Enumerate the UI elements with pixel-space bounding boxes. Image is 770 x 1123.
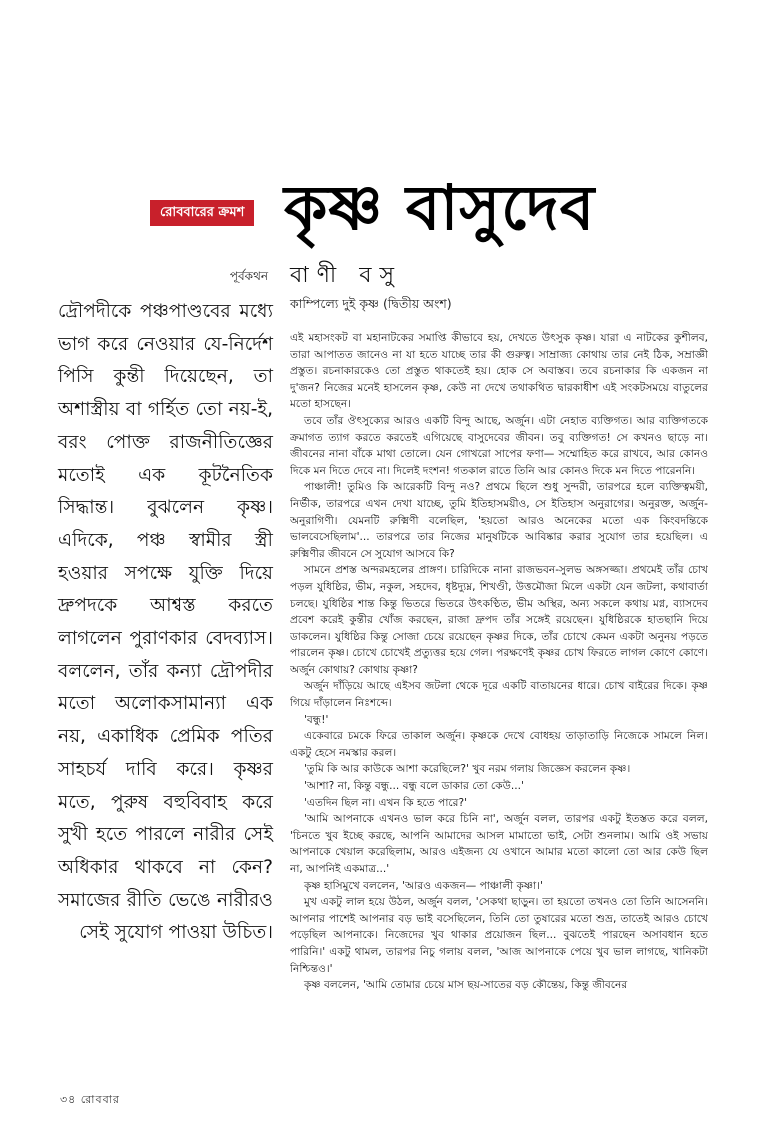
article-title: কৃষ্ণ বাসুদেব bbox=[284, 171, 596, 244]
body-paragraph: মুখ একটু লাল হয়ে উঠল, অর্জুন বলল, 'সেকথা ছাড়ুন। তা হয়তো তখনও তো তিনি আসেননি। আপনার পাশেই আপনার বড় ভাই বসেছিলেন, তিনি তো তুষারের মতো শুভ্র, তাতেই আরও চোখে পড়েছিল আপনাকে। নিজেদের খুব থাকার প্রয়োজন ছিল... বুঝতেই পারছেন অসাবধান হতে পারিনি।' একটু থামল, তারপর নিচু গলায় বলল, 'আজ আপনাকে পেয়ে খুব ভাল লাগছে, খানিকটা নিশ্চিন্তও।' bbox=[290, 896, 708, 975]
previous-summary-label: পূর্বকথন bbox=[229, 269, 268, 283]
article-body bbox=[290, 330, 708, 1095]
body-paragraph: কৃষ্ণ হাসিমুখে বললেন, 'আরও একজন— পাঞ্চালী কৃষ্ণা।' bbox=[304, 879, 543, 892]
body-paragraph: এই মহাসংকট বা মহানাটকের সমাপ্তি কীভাবে হয়, দেখতে উৎসুক কৃষ্ণ। যারা এ নাটকের কুশীলব, তারা আপাতত জানেও না যা হতে যাচ্ছে তার কী গুরুত্ব। সাম্রাজ্য কোথায় তার নেই ঠিক, সম্রাজ্ঞী প্রস্তুত। রচনাকারকেও তো প্রস্তুত থাকতেই হয়। হোক সে অবাস্তব। তবে রচনাকার কি একজন না দু'জন? নিজের মনেই হাসলেন কৃষ্ণ, কেউ না দেখে তথাকথিত দ্বারকাধীশ এই সংকটসময়ে বাতুলের মতো হাসছেন। bbox=[290, 332, 708, 411]
body-paragraph: কৃষ্ণ বললেন, 'আমি তোমার চেয়ে মাস ছয়-সাতের বড় কৌন্তেয়, কিন্তু জীবনের bbox=[304, 979, 628, 992]
page-footer bbox=[60, 1091, 120, 1110]
series-tag: রোববারের ক্রমশ bbox=[150, 200, 254, 226]
body-paragraph: 'আমি আপনাকে এখনও ভাল করে চিনি না', অর্জুন বলল, তারপর একটু ইতস্তত করে বলল, 'চিনতে খুব ইচ্ছে করছে, আপনি আমাদের আসল মামাতো ভাই, সেটা শুনলাম। আমি ওই সভায় আপনাকে খেয়াল করেছিলাম, আরও এইজন্য যে ওখানে আমার মতো কালো তো আর কেউ ছিল না, আপনিই একমাত্র...' bbox=[290, 813, 708, 875]
body-paragraph: একেবারে চমকে ফিরে তাকাল অর্জুন। কৃষ্ণকে দেখে বোধহয় তাড়াতাড়ি নিজেকে সামলে নিল। একটু হেসে নমস্কার করল। bbox=[290, 730, 708, 759]
body-paragraph: 'আশা? না, কিন্তু বন্ধু... বন্ধু বলে ডাকার তো কেউ...' bbox=[304, 780, 524, 793]
body-paragraph: অর্জুন দাঁড়িয়ে আছে এইসব জটলা থেকে দূরে একটি বাতায়নের ধারে। চোখ বাইরের দিকে। কৃষ্ণ গিয়ে দাঁড়ালেন নিঃশব্দে। bbox=[290, 680, 708, 710]
body-paragraph: তবে তাঁর ঔৎসুক্যের আরও একটি বিন্দু আছে, অর্জুন। এটা নেহাত ব্যক্তিগত। আর ব্যক্তিগতকে ক্রমাগত ত্যাগ করতে করতেই এগিয়েছে বাসুদেবের জীবন। তবু ব্যক্তিগত! সে কখনও ছাড়ে না। জীবনের নানা বাঁকে মাথা তোলে। যেন গোখরো সাপের ফণা— সম্মোহিত করে রাখবে, আর কোনও দিকে মন দিতে দেবে না। দিলেই দংশন! গতকাল রাতে তিনি আর কোনও দিকে মন দিতে পারেননি। bbox=[290, 414, 708, 477]
author-name: বাণী বসু bbox=[290, 263, 402, 288]
body-paragraph: 'বন্ধু!' bbox=[304, 713, 329, 726]
body-paragraph: সামনে প্রশস্ত অন্দরমহলের প্রাঙ্গণ। চারিদিকে নানা রাজভবন-সুলভ অঙ্গসজ্জা। প্রথমেই তাঁর চোখ পড়ল যুধিষ্ঠির, ভীম, নকুল, সহদেব, ধৃষ্টদ্যুম্ন, শিখণ্ডী, উত্তমৌজা মিলে একটা যেন জটলা, কথাবার্তা চলছে। যুধিষ্ঠির শান্ত কিন্তু ভিতরে ভিতরে উৎকণ্ঠিত, ভীম অস্থির, অন্য সকলে কথায় মগ্ন, ব্যাসদেব প্রবেশ করেই কুন্তীর খোঁজ করছেন, রাজা দ্রুপদ তাঁর সঙ্গেই রয়েছেন। যুধিষ্ঠিরকে হাতছানি দিয়ে ডাকলেন। যুধিষ্ঠির কিন্তু সোজা চেয়ে রয়েছেন কৃষ্ণর দিকে, তাঁর চোখে কেমন একটা অনুনয় পড়তে পারলেন কৃষ্ণ। চোখে চোখেই প্রত্যুত্তর হয়ে গেল। পরক্ষণেই কৃষ্ণর চোখ ফিরতে লাগল কোণে কোণে। অর্জুন কোথায়? কোথায় কৃষ্ণা? bbox=[290, 564, 708, 676]
page-number: ৩৪ bbox=[60, 1093, 77, 1106]
previous-summary-text: দ্রৌপদীকে পঞ্চপাণ্ডবের মধ্যে ভাগ করে নেওয়ার যে-নির্দেশ পিসি কুন্তী দিয়েছেন, তা অশাস্ত্রীয় বা গর্হিত তো নয়-ই, বরং পোক্ত রাজনীতিজ্ঞের মতোই এক কূটনৈতিক সিদ্ধান্ত। বুঝলেন কৃষ্ণ। এদিকে, পঞ্চ স্বামীর স্ত্রী হওয়ার সপক্ষে যুক্তি দিয়ে দ্রুপদকে আশ্বস্ত করতে লাগলেন পুরাণকার বেদব্যাস। বললেন, তাঁর কন্যা দ্রৌপদীর মতো অলোকসামান্যা এক নয়, একাধিক প্রেমিক পতির সাহচর্য দাবি করে। কৃষ্ণর মতে, পুরুষ বহুবিবাহ করে সুখী হতে পারলে নারীর সেই অধিকার থাকবে না কেন? সমাজের রীতি ভেঙে নারীরও সেই সুযোগ পাওয়া উচিত। bbox=[58, 301, 273, 944]
chapter-subtitle: কাম্পিল্যে দুই কৃষ্ণ (দ্বিতীয় অংশ) bbox=[290, 296, 452, 311]
body-paragraph: পাঞ্চালী! তুমিও কি আরেকটি বিন্দু নও? প্রথমে ছিলে শুধু সুন্দরী, তারপরে হলে ব্যক্তিত্বময়ী, নির্ভীক, তারপরে এখন দেখা যাচ্ছে, তুমি ইতিহাসময়ীও, সে ইতিহাস অনুরাগের। অনুরক্ত, অর্জুন-অনুরাগিণী। যেমনটি রুক্মিণী বলেছিল, 'হয়তো আরও অনেকের মতো এক কিংবদন্তিকে ভালবেসেছিলাম'... তারপরে তার নিজের মানুষটিকে আবিষ্কার করার সুযোগ তার হয়েছিল। এ রুক্মিণীর জীবনে সে সুযোগ আসবে কি? bbox=[290, 481, 708, 560]
body-paragraph: 'তুমি কি আর কাউকে আশা করেছিলে?' খুব নরম গলায় জিজ্ঞেস করলেন কৃষ্ণ। bbox=[304, 763, 631, 776]
body-paragraph: 'এতদিন ছিল না। এখন কি হতে পারে?' bbox=[304, 796, 468, 809]
magazine-name: রোববার bbox=[80, 1093, 120, 1106]
